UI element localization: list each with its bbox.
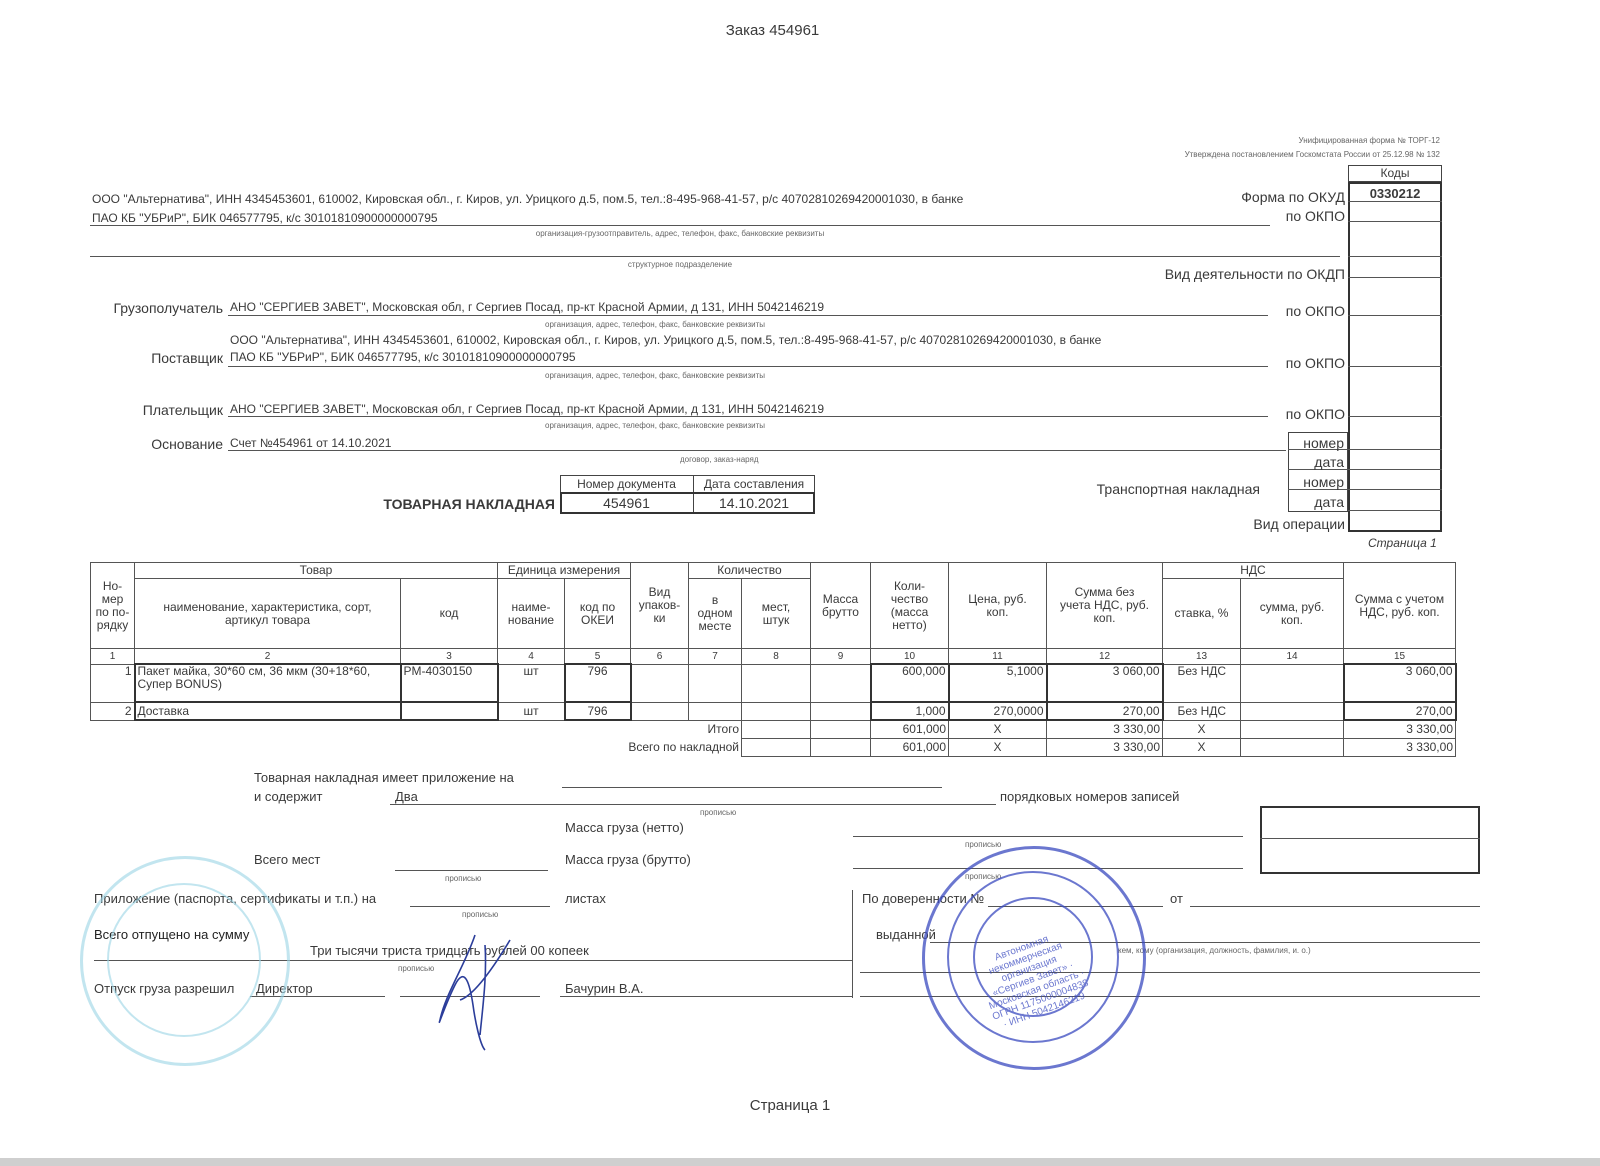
- col-num: 15: [1344, 649, 1456, 665]
- code-sep: [1348, 510, 1442, 511]
- col-num: 10: [871, 649, 949, 665]
- vsego-total: 3 330,00: [1344, 738, 1456, 756]
- col-num: 9: [811, 649, 871, 665]
- code-sep: [1348, 315, 1442, 316]
- col-num: 2: [135, 649, 401, 665]
- okpo-label: по ОКПО: [1285, 208, 1345, 224]
- supplier-caption: организация, адрес, телефон, факс, банковские реквизиты: [545, 371, 765, 380]
- row-vat: [1241, 664, 1344, 702]
- attach-underline: [562, 787, 942, 788]
- doc-title: ТОВАРНАЯ НАКЛАДНАЯ: [383, 496, 555, 512]
- col-num: 14: [1241, 649, 1344, 665]
- stamp-text: Автономная некоммерческая организация «Сергиев Завет» · Московская область · ОГРН 1175000004838 · ИНН 5042146219: [987, 933, 1091, 1031]
- subdivision-caption: структурное подразделение: [627, 260, 733, 269]
- code-sep: [1348, 366, 1442, 367]
- col-num: 11: [949, 649, 1047, 665]
- basis-date-label: дата: [1314, 454, 1344, 470]
- okdp-label: Вид деятельности по ОКДП: [1164, 266, 1345, 282]
- col-num: 5: [565, 649, 631, 665]
- doc-num-header: Номер документа: [577, 477, 676, 491]
- propisyu-caption: прописью: [965, 840, 1002, 849]
- supplier-underline: [228, 366, 1268, 367]
- propisyu-caption: прописью: [462, 910, 499, 919]
- th-pack: Вид упаков- ки: [631, 563, 689, 649]
- itogo-label: Итого: [707, 722, 739, 736]
- row-in-one: [689, 664, 742, 702]
- okud-value: 0330212: [1369, 186, 1421, 201]
- propisyu-caption: прописью: [445, 874, 482, 883]
- table-row: [91, 702, 1456, 720]
- row-total: 270,00: [1344, 702, 1456, 720]
- supplier-label: Поставщик: [151, 350, 223, 366]
- release-name: Бачурин В.А.: [565, 981, 644, 996]
- row-pack: [631, 664, 689, 702]
- codes-header: Коды: [1380, 166, 1410, 180]
- th-no: Но- мер по по- рядку: [91, 563, 135, 649]
- signature-image: [425, 925, 520, 1055]
- subdivision-underline: [90, 256, 1340, 257]
- th-goods: Товар: [135, 563, 498, 579]
- col-num: 12: [1047, 649, 1163, 665]
- faint-stamp: [80, 856, 290, 1066]
- row-gross: [811, 702, 871, 720]
- row-pack: [631, 702, 689, 720]
- form-note-1: Унифицированная форма № ТОРГ-12: [1298, 136, 1440, 145]
- sheets-label: листах: [565, 891, 606, 906]
- th-in-one: в одном месте: [689, 579, 742, 649]
- appendix-label: Приложение (паспорта, сертификаты и т.п.) на: [94, 891, 377, 906]
- page-footer: Страница 1: [749, 1097, 831, 1114]
- basis-label: Основание: [151, 436, 223, 452]
- codes-header-box: [1348, 165, 1442, 182]
- transport-label: Транспортная накладная: [1096, 481, 1260, 497]
- th-places: мест, штук: [742, 579, 811, 649]
- net-mass-label: Масса груза (нетто): [565, 820, 684, 835]
- okud-label: Форма по ОКУД: [1241, 189, 1345, 205]
- propisyu-caption: прописью: [700, 808, 737, 817]
- okpo-label: по ОКПО: [1285, 355, 1345, 371]
- vsego-label: Всего по накладной: [628, 739, 739, 754]
- release-allowed-label: Отпуск груза разрешил: [94, 981, 235, 996]
- row-gross: [811, 664, 871, 702]
- th-price: Цена, руб. коп.: [949, 563, 1047, 649]
- gross-mass-label: Масса груза (брутто): [565, 852, 691, 867]
- mass-box-sep: [1260, 838, 1480, 839]
- payer-caption: организация, адрес, телефон, факс, банковские реквизиты: [545, 421, 765, 430]
- row-rate: Без НДС: [1163, 702, 1241, 720]
- col-num: 3: [401, 649, 498, 665]
- issued-caption: кем, кому (организация, должность, фамилия, и. о.): [1118, 946, 1311, 955]
- vsego-qty: 601,000: [871, 738, 949, 756]
- consignee-value: АНО "СЕРГИЕВ ЗАВЕТ", Московская обл, г Сергиев Посад, пр-кт Красной Армии, д 131, ИНН 5042146219: [230, 300, 824, 314]
- payer-label: Плательщик: [142, 402, 223, 418]
- row-sum: 3 060,00: [1047, 664, 1163, 702]
- th-net: Коли- чество (масса нетто): [871, 563, 949, 649]
- th-sum-novat: Сумма без учета НДС, руб. коп.: [1047, 563, 1163, 649]
- row-places: [742, 664, 811, 702]
- release-position: Директор: [256, 981, 313, 996]
- th-okei: код по ОКЕИ: [565, 579, 631, 649]
- attach-label-2: и содержит: [254, 789, 323, 804]
- code-sep: [1348, 201, 1442, 202]
- released-label: Всего отпущено на сумму: [94, 927, 250, 942]
- basis-underline: [228, 450, 1286, 451]
- itogo-total: 3 330,00: [1344, 720, 1456, 738]
- okpo-label: по ОКПО: [1285, 406, 1345, 422]
- transport-number-label: номер: [1303, 474, 1344, 490]
- itogo-row: [91, 720, 1456, 738]
- th-vat: НДС: [1163, 563, 1344, 579]
- vsego-sum: 3 330,00: [1047, 738, 1163, 756]
- row-price: 5,1000: [949, 664, 1047, 702]
- basis-value: Счет №454961 от 14.10.2021: [230, 436, 392, 450]
- vsego-rate: X: [1163, 738, 1241, 756]
- okpo-label: по ОКПО: [1285, 303, 1345, 319]
- row-total: 3 060,00: [1344, 664, 1456, 702]
- row-code: [401, 702, 498, 720]
- doc-date: 14.10.2021: [718, 495, 790, 511]
- organization-stamp: [922, 846, 1146, 1070]
- net-mass-underline: [853, 836, 1243, 837]
- row-places: [742, 702, 811, 720]
- th-gross: Масса брутто: [811, 563, 871, 649]
- basis-number-label: номер: [1303, 435, 1344, 451]
- propisyu-caption: прописью: [398, 964, 435, 973]
- itogo-price: X: [949, 720, 1047, 738]
- appendix-underline: [410, 906, 550, 907]
- th-rate: ставка, %: [1163, 579, 1241, 649]
- payer-underline: [228, 416, 1268, 417]
- shipper-underline: [90, 225, 1270, 226]
- footer-divider: [852, 890, 853, 998]
- row-name: Доставка: [135, 702, 401, 720]
- row-sum: 270,00: [1047, 702, 1163, 720]
- row-unit: шт: [498, 664, 565, 702]
- th-code: код: [401, 579, 498, 649]
- th-unit-name: наиме- нование: [498, 579, 565, 649]
- vsego-price: X: [949, 738, 1047, 756]
- table-row: [91, 664, 1456, 702]
- operation-type-label: Вид операции: [1253, 516, 1345, 532]
- row-name: Пакет майка, 30*60 см, 36 мкм (30+18*60, Супер BONUS): [135, 664, 401, 702]
- from-underline: [1190, 906, 1480, 907]
- row-rate: Без НДС: [1163, 664, 1241, 702]
- row-no: 2: [91, 702, 135, 720]
- issued-label: выданной: [876, 927, 936, 942]
- col-num: 6: [631, 649, 689, 665]
- doc-date-header: Дата составления: [703, 477, 805, 491]
- vsego-row: [91, 738, 1456, 756]
- mass-box: [1260, 806, 1480, 874]
- form-note-2: Утверждена постановлением Госкомстата России от 25.12.98 № 132: [1184, 150, 1440, 159]
- records-underline: [390, 804, 996, 805]
- col-num: 8: [742, 649, 811, 665]
- propisyu-caption: прописью: [965, 872, 1002, 881]
- page-title: Заказ 454961: [725, 22, 820, 39]
- places-label: Всего мест: [254, 852, 321, 867]
- power-of-attorney-label: По доверенности №: [862, 891, 985, 906]
- code-sep: [1348, 449, 1442, 450]
- supplier-line-2: ПАО КБ "УБРиР", БИК 046577795, к/с 30101810900000000795: [230, 350, 576, 364]
- col-num: 1: [91, 649, 135, 665]
- th-qty: Количество: [689, 563, 811, 579]
- shipper-line-1: ООО "Альтернатива", ИНН 4345453601, 610002, Кировская обл., г. Киров, ул. Урицкого д.5, пом.5, тел.:8-495-968-41-57, р/с 40702810269420001030, в банке: [92, 192, 964, 206]
- th-vat-sum: сумма, руб. коп.: [1241, 579, 1344, 649]
- places-underline: [395, 870, 548, 871]
- code-sep: [1348, 256, 1442, 257]
- basis-caption: договор, заказ-наряд: [680, 455, 759, 464]
- codes-column: [1348, 182, 1442, 532]
- row-in-one: [689, 702, 742, 720]
- consignee-label: Грузополучатель: [113, 300, 223, 316]
- itogo-sum: 3 330,00: [1047, 720, 1163, 738]
- supplier-line-1: ООО "Альтернатива", ИНН 4345453601, 610002, Кировская обл., г. Киров, ул. Урицкого д.5, пом.5, тел.:8-495-968-41-57, р/с 40702810269420001030, в банке: [230, 333, 1102, 347]
- code-sep: [1348, 277, 1442, 278]
- code-sep: [1348, 416, 1442, 417]
- released-value: Три тысячи триста тридцать рублей 00 копеек: [310, 943, 589, 958]
- consignee-underline: [228, 315, 1268, 316]
- itogo-qty: 601,000: [871, 720, 949, 738]
- code-sep: [1348, 221, 1442, 222]
- col-num: 4: [498, 649, 565, 665]
- shipper-caption: организация-грузоотправитель, адрес, телефон, факс, банковские реквизиты: [535, 229, 825, 238]
- doc-number: 454961: [603, 495, 650, 511]
- shipper-line-2: ПАО КБ "УБРиР", БИК 046577795, к/с 30101810900000000795: [92, 211, 438, 225]
- code-sep: [1348, 469, 1442, 470]
- page-label: Страница 1: [1368, 536, 1437, 550]
- row-vat: [1241, 702, 1344, 720]
- th-goods-name: наименование, характеристика, сорт, артикул товара: [135, 579, 401, 649]
- name-underline: [560, 996, 852, 997]
- attach-value: Два: [395, 789, 418, 804]
- code-sep: [1348, 489, 1442, 490]
- payer-value: АНО "СЕРГИЕВ ЗАВЕТ", Московская обл, г Сергиев Посад, пр-кт Красной Армии, д 131, ИНН 5042146219: [230, 402, 824, 416]
- th-total: Сумма с учетом НДС, руб. коп.: [1344, 563, 1456, 649]
- transport-date-label: дата: [1314, 494, 1344, 510]
- row-okei: 796: [565, 664, 631, 702]
- col-num: 7: [689, 649, 742, 665]
- row-no: 1: [91, 664, 135, 702]
- scan-edge: [0, 1158, 1600, 1166]
- th-unit: Единица измерения: [498, 563, 631, 579]
- row-okei: 796: [565, 702, 631, 720]
- itogo-rate: X: [1163, 720, 1241, 738]
- records-label: порядковых номеров записей: [1000, 789, 1180, 804]
- col-num: 13: [1163, 649, 1241, 665]
- row-qty: 600,000: [871, 664, 949, 702]
- row-code: PM-4030150: [401, 664, 498, 702]
- row-qty: 1,000: [871, 702, 949, 720]
- row-unit: шт: [498, 702, 565, 720]
- row-price: 270,0000: [949, 702, 1047, 720]
- from-label: от: [1170, 891, 1183, 906]
- goods-table: [90, 562, 1457, 757]
- attach-label-1: Товарная накладная имеет приложение на: [254, 770, 514, 785]
- consignee-caption: организация, адрес, телефон, факс, банковские реквизиты: [545, 320, 765, 329]
